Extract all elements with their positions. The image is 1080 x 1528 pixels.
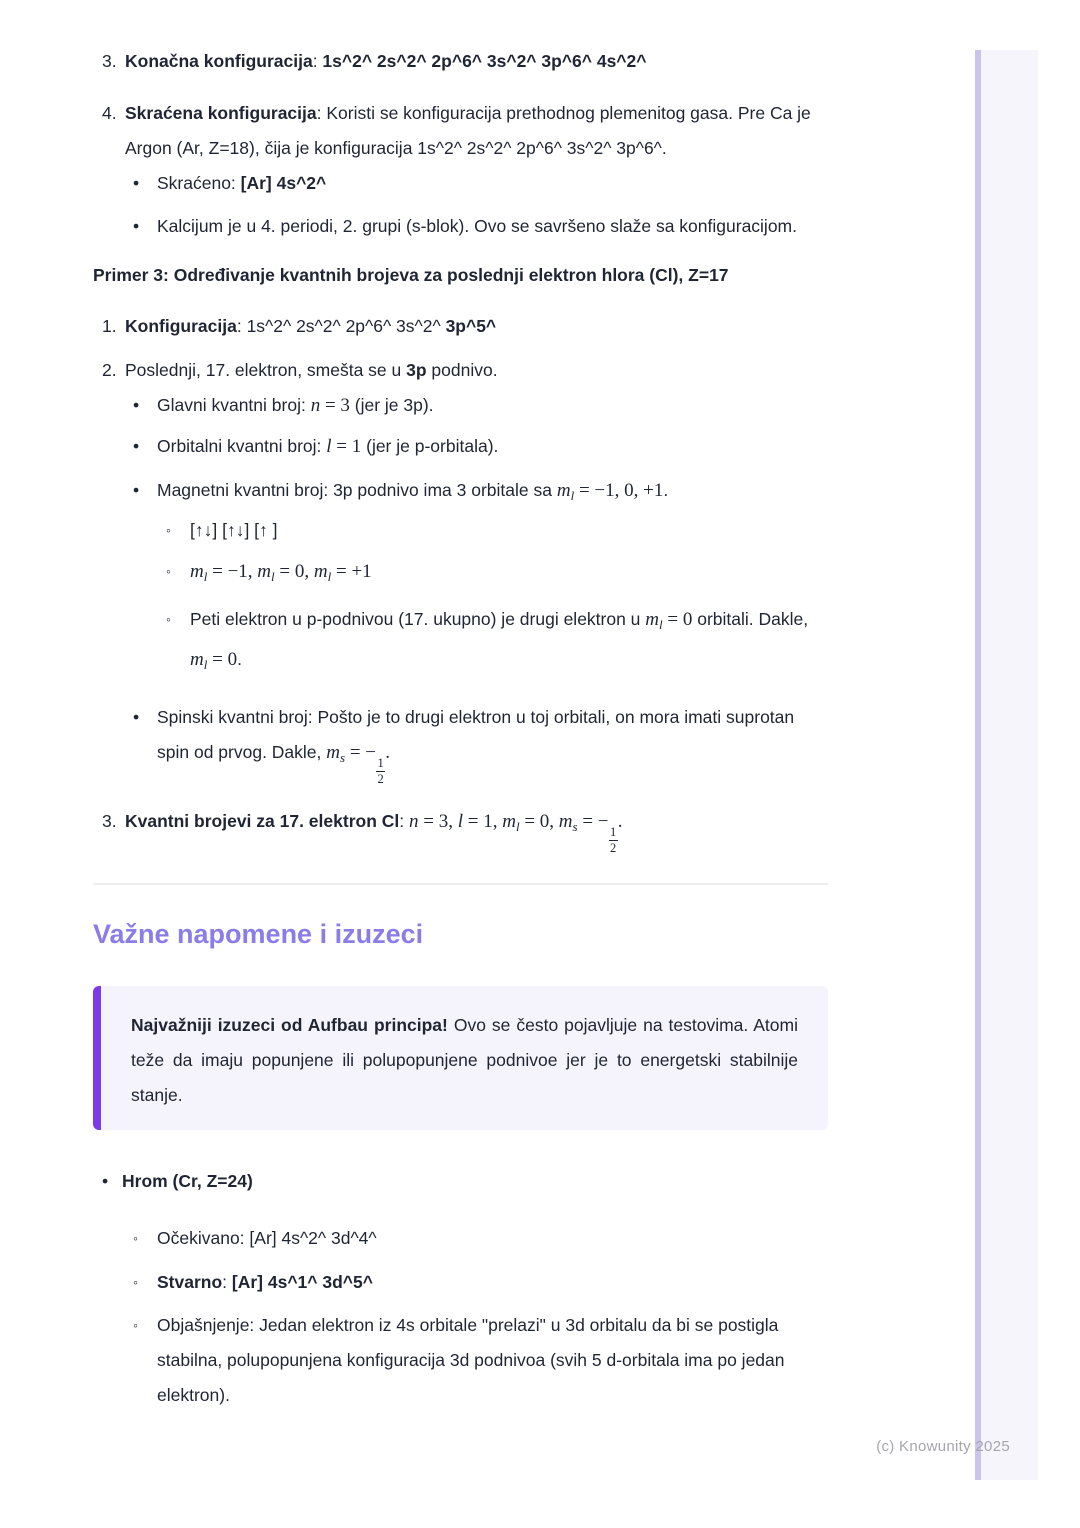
orbital-diagram	[190, 513, 828, 548]
watermark: (c) Knowunity 2025	[876, 1438, 1010, 1455]
math-var: m	[326, 742, 340, 763]
text-segment: :	[312, 51, 323, 71]
fraction	[376, 756, 385, 787]
list-item-body	[157, 209, 828, 244]
bullet-calcium	[93, 209, 828, 244]
electron-configuration: [Ar] 4s^2^	[240, 173, 327, 193]
ordered-item-final-configuration	[93, 44, 828, 79]
math-var: m	[645, 609, 660, 630]
math-eq: = 0	[207, 649, 238, 670]
text-segment: Kvantni brojevi za 17. elektron Cl	[125, 811, 400, 831]
bullet-icon: •	[133, 216, 140, 236]
text-segment: Spinski kvantni broj: Pošto je to drugi elektron u toj orbitali, on mora imati suprotan spin od prvog. Dakle,	[157, 707, 795, 762]
circle-bullet-icon: ◦	[166, 611, 171, 627]
list-item-body	[190, 554, 828, 594]
math-var: m	[190, 649, 204, 670]
list-item-body	[125, 44, 828, 79]
math-eq: .	[385, 742, 390, 763]
orbital-arrows: [↑↓] [↑↓] [↑ ]	[190, 520, 278, 540]
math-eq: = 1,	[462, 811, 503, 832]
note-content	[93, 44, 828, 1413]
math-var: l	[326, 436, 332, 457]
math-subscript: s	[572, 819, 578, 834]
bullet-icon: •	[133, 480, 140, 500]
list-item-body	[157, 388, 828, 423]
circle-bullet-icon: ◦	[133, 1317, 138, 1333]
math-subscript: l	[515, 819, 520, 834]
list-marker: 2.	[102, 360, 117, 380]
text-segment: Hrom (Cr, Z=24)	[122, 1171, 253, 1191]
circle-bullet-icon: ◦	[133, 1230, 138, 1246]
list-marker: 1.	[102, 316, 117, 336]
math-var: m	[558, 811, 573, 832]
list-item-body	[157, 1308, 828, 1413]
text-segment: Glavni kvantni broj:	[157, 395, 311, 415]
text-segment: Poslednji, 17. elektron, smešta se u	[125, 360, 407, 380]
bullet-chromium	[93, 1164, 828, 1199]
bullet-icon: •	[133, 436, 140, 456]
ordered-item-last-electron	[93, 353, 828, 388]
math-eq: .	[617, 811, 623, 832]
math-eq: = 3,	[418, 811, 458, 832]
bullet-spin-quantum-number	[93, 700, 828, 787]
math-eq: = 3	[320, 395, 350, 416]
sub-item-fifth-electron	[93, 602, 828, 682]
text-segment: (jer je 3p).	[349, 395, 434, 415]
math-eq: = −1,	[207, 561, 258, 582]
electron-configuration: 1s^2^ 2s^2^ 2p^6^ 3s^2^	[246, 316, 446, 336]
ordered-item-shortened-configuration	[93, 96, 828, 166]
section-heading: Važne napomene i izuzeci	[93, 919, 424, 949]
math-var: m	[556, 480, 571, 501]
text-segment: .	[237, 649, 242, 669]
list-item-body	[125, 353, 828, 388]
sub-item-orbital-diagram	[93, 513, 828, 548]
math-eq: = 0,	[519, 811, 559, 832]
math-eq: = −	[577, 811, 609, 832]
list-item-body	[157, 429, 828, 464]
fraction-denominator: 2	[610, 841, 617, 855]
math-var: m	[313, 561, 328, 582]
list-item-body	[157, 473, 828, 513]
text-segment: Konačna konfiguracija	[125, 51, 313, 71]
fraction	[609, 825, 618, 856]
math-subscript: l	[203, 657, 208, 672]
sub-item-actual	[93, 1265, 828, 1300]
electron-configuration: 3p^5^	[445, 316, 497, 336]
list-item-body	[190, 602, 828, 682]
math-var: m	[502, 811, 516, 832]
math-eq: = −1, 0, +1	[574, 480, 664, 501]
text-segment: Stvarno	[157, 1272, 223, 1292]
text-segment: Peti elektron u p-podnivou (17. ukupno) je drugi elektron u	[190, 609, 646, 629]
bullet-magnetic-quantum-number	[93, 473, 828, 513]
sub-item-explanation	[93, 1308, 828, 1413]
sub-item-expected	[93, 1221, 828, 1256]
bullet-orbital-quantum-number	[93, 429, 828, 464]
text-segment: Orbitalni kvantni broj:	[157, 436, 327, 456]
next-page-edge-strip	[975, 50, 1038, 1480]
electron-configuration: Očekivano: [Ar] 4s^2^ 3d^4^	[157, 1228, 377, 1248]
bullet-principal-quantum-number	[93, 388, 828, 423]
fraction-numerator: 1	[377, 756, 384, 770]
text-segment: Skraćena konfiguracija	[125, 103, 317, 123]
list-item-body	[125, 309, 828, 344]
circle-bullet-icon: ◦	[133, 1274, 138, 1290]
fraction-denominator: 2	[377, 772, 384, 786]
list-item-body	[122, 1164, 828, 1199]
circle-bullet-icon: ◦	[166, 563, 171, 579]
math-var: n	[310, 395, 321, 416]
callout-title: Najvažniji izuzeci od Aufbau principa!	[131, 1015, 448, 1035]
electron-configuration: [Ar] 4s^1^ 3d^5^	[231, 1272, 373, 1292]
list-item-body	[157, 1265, 828, 1300]
text-segment: : Koristi se konfiguracija prethodnog plemenitog gasa. Pre Ca je Argon (Ar, Z=18), čija je konfiguracija 1s^2^ 2s^2^ 2p^6^ 3s^2^ 3p^6^.	[125, 103, 811, 158]
text-segment: Skraćeno:	[157, 173, 241, 193]
math-subscript: l	[327, 569, 332, 584]
text-segment: podnivo.	[426, 360, 498, 380]
math-eq: = 0,	[274, 561, 314, 582]
text-segment: Magnetni kvantni broj: 3p podnivo ima 3 orbitale sa	[157, 480, 557, 500]
bullet-shortened	[93, 166, 828, 201]
primer3-heading: Primer 3: Određivanje kvantnih brojeva za poslednji elektron hlora (Cl), Z=17	[93, 265, 729, 285]
ordered-item-configuration	[93, 309, 828, 344]
list-item-body	[157, 166, 828, 201]
electron-configuration: 1s^2^ 2s^2^ 2p^6^ 3s^2^ 3p^6^ 4s^2^	[322, 51, 647, 71]
text-segment: .	[663, 480, 669, 500]
list-marker: 3.	[102, 51, 117, 71]
math-subscript: l	[203, 569, 208, 584]
text-segment: Objašnjenje: Jedan elektron iz 4s orbitale "prelazi" u 3d orbitalu da bi se postigla stabilna, polupopunjena konfiguracija 3d podnivoa (svih 5 d-orbitala ima po jedan elektron).	[157, 1315, 785, 1405]
bullet-icon: •	[133, 707, 140, 727]
math-subscript: l	[570, 488, 575, 503]
bullet-icon: •	[133, 173, 140, 193]
callout-important-exceptions	[93, 986, 828, 1130]
list-marker: 3.	[102, 811, 117, 831]
text-segment: Kalcijum je u 4. periodi, 2. grupi (s-blok). Ovo se savršeno slaže sa konfiguracijom.	[157, 216, 797, 236]
list-item-body	[157, 700, 828, 787]
list-item-body	[157, 1221, 828, 1256]
math-eq: = 0	[662, 609, 693, 630]
math-var: n	[408, 811, 419, 832]
section-divider	[93, 883, 828, 885]
math-subscript: l	[271, 569, 275, 584]
text-segment: 3p	[406, 360, 427, 380]
math-var: m	[257, 561, 272, 582]
list-marker: 4.	[102, 103, 117, 123]
text-segment: :	[399, 811, 409, 831]
callout-text: Ovo se često pojavljuje na testovima. Atomi teže da imaju popunjene ili polupopunjene podnivoe jer je to energetski stabilnije stanje.	[131, 1015, 798, 1105]
ordered-item-quantum-numbers	[93, 804, 828, 856]
math-eq: = 1	[331, 436, 362, 457]
math-var: l	[457, 811, 463, 832]
sub-item-ml-values	[93, 554, 828, 594]
text-segment: :	[236, 316, 247, 336]
list-item-body	[125, 96, 828, 166]
math-var: m	[190, 561, 204, 582]
bullet-icon: •	[102, 1171, 109, 1191]
fraction-numerator: 1	[610, 825, 617, 839]
bullet-icon: •	[133, 395, 140, 415]
text-segment: (jer je p-orbitala).	[361, 436, 499, 456]
text-segment: orbitali. Dakle,	[692, 609, 809, 629]
math-eq: = −	[345, 742, 376, 763]
list-item-body	[125, 804, 828, 856]
math-subscript: s	[340, 750, 346, 765]
math-eq: = +1	[331, 561, 372, 582]
text-segment: :	[222, 1272, 232, 1292]
circle-bullet-icon: ◦	[166, 522, 171, 538]
math-subscript: l	[659, 617, 663, 632]
text-segment: Konfiguracija	[125, 316, 237, 336]
